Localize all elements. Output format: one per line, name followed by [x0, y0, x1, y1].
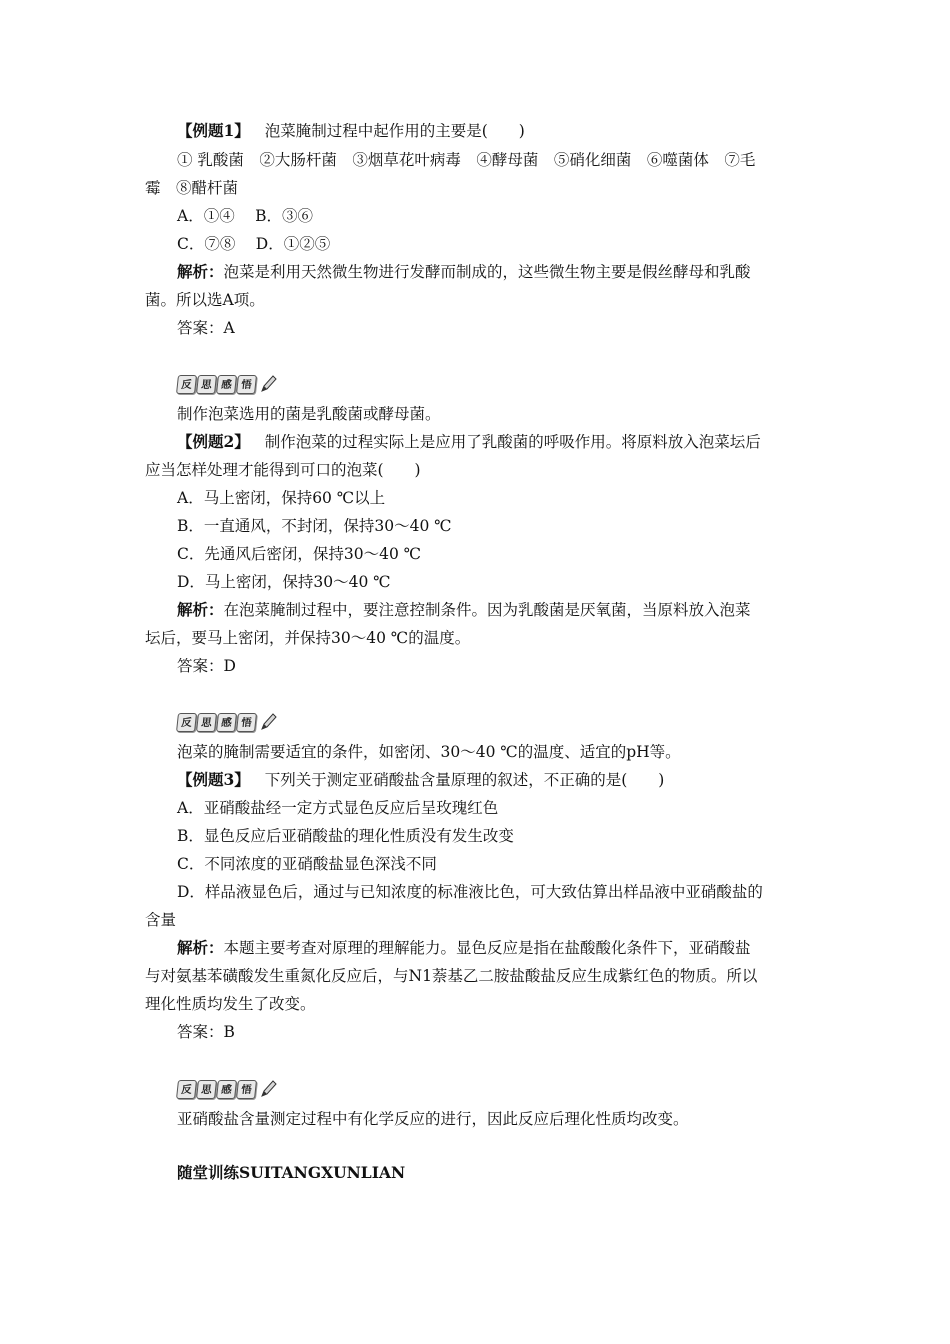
badge-char: 反 [176, 1080, 197, 1099]
example3-option-c: C．不同浓度的亚硝酸盐显色深浅不同 [177, 855, 437, 873]
example2-option-c: C．先通风后密闭，保持30～40 ℃ [177, 545, 422, 563]
example2-analysis-text: 在泡菜腌制过程中，要注意控制条件。因为乳酸菌是厌氧菌，当原料放入泡菜 [223, 601, 751, 619]
example3-analysis-line3: 理化性质均发生了改变。 [145, 995, 316, 1013]
pencil-icon [259, 374, 277, 394]
example1-analysis-label: 解析： [177, 262, 224, 281]
example2-question-line1 [177, 432, 761, 452]
reflection-badge [177, 1078, 277, 1100]
example2-answer: 答案：D [177, 657, 236, 675]
badge-char: 感 [216, 375, 237, 394]
badge-char: 反 [176, 713, 197, 732]
badge-char: 感 [216, 1080, 237, 1099]
example2-analysis-line1 [177, 600, 751, 620]
example2-question-line2: 应当怎样处理才能得到可口的泡菜( ) [145, 461, 421, 479]
badge-char: 思 [196, 1080, 217, 1099]
example3-label: 【例题3】 [177, 770, 250, 789]
reflection-text: 亚硝酸盐含量测定过程中有化学反应的进行，因此反应后理化性质均改变。 [177, 1110, 689, 1128]
example2-option-a: A．马上密闭，保持60 ℃以上 [177, 489, 386, 507]
example3-analysis-line1 [177, 938, 751, 958]
reflection-badge [177, 711, 277, 733]
example3-option-a: A．亚硝酸盐经一定方式显色反应后呈玫瑰红色 [177, 799, 499, 817]
example3-option-d-line1: D．样品液显色后，通过与已知浓度的标准液比色，可大致估算出样品液中亚硝酸盐的 [177, 883, 763, 901]
example2-analysis-label: 解析： [177, 600, 224, 619]
example2-label: 【例题2】 [177, 432, 250, 451]
example3-analysis-text: 本题主要考查对原理的理解能力。显色反应是指在盐酸酸化条件下，亚硝酸盐 [223, 939, 751, 957]
example1-answer: 答案：A [177, 319, 235, 337]
example1-label: 【例题1】 [177, 121, 250, 140]
example1-analysis-text: 泡菜是利用天然微生物进行发酵而制成的，这些微生物主要是假丝酵母和乳酸 [223, 263, 751, 281]
example3-analysis-label: 解析： [177, 938, 224, 957]
example1-analysis-line1 [177, 262, 751, 282]
reflection-text: 制作泡菜选用的菌是乳酸菌或酵母菌。 [177, 405, 441, 423]
badge-char: 悟 [236, 713, 257, 732]
example3-option-d-line2: 含量 [145, 911, 177, 929]
example2-option-d: D．马上密闭，保持30～40 ℃ [177, 573, 391, 591]
example3-answer: 答案：B [177, 1023, 235, 1041]
reflection-text: 泡菜的腌制需要适宜的条件，如密闭、30～40 ℃的温度、适宜的pH等。 [177, 743, 681, 761]
example3-question: 下列关于测定亚硝酸盐含量原理的叙述，不正确的是( ) [264, 771, 665, 789]
badge-char: 思 [196, 375, 217, 394]
reflection-badge [177, 373, 277, 395]
section-heading: 随堂训练SUITANGXUNLIAN [177, 1163, 406, 1182]
example1-question-line [177, 121, 525, 141]
pencil-icon [259, 1079, 277, 1099]
example1-options-line1: ① 乳酸菌 ②大肠杆菌 ③烟草花叶病毒 ④酵母菌 ⑤硝化细菌 ⑥噬菌体 ⑦毛 [177, 151, 756, 169]
example3-question-line [177, 770, 664, 790]
example2-option-b: B．一直通风，不封闭，保持30～40 ℃ [177, 517, 452, 535]
example1-analysis-line2: 菌。所以选A项。 [145, 291, 265, 309]
badge-char: 悟 [236, 375, 257, 394]
badge-char: 感 [216, 713, 237, 732]
example1-question: 泡菜腌制过程中起作用的主要是( ) [264, 122, 525, 140]
example1-choice-cd: C．⑦⑧ D．①②⑤ [177, 235, 331, 253]
example2-question: 制作泡菜的过程实际上是应用了乳酸菌的呼吸作用。将原料放入泡菜坛后 [264, 433, 761, 451]
example1-choice-ab: A．①④ B．③⑥ [177, 207, 314, 225]
example1-options-line2: 霉 ⑧醋杆菌 [145, 179, 239, 197]
pencil-icon [259, 712, 277, 732]
example3-option-b: B．显色反应后亚硝酸盐的理化性质没有发生改变 [177, 827, 514, 845]
badge-char: 反 [176, 375, 197, 394]
badge-char: 思 [196, 713, 217, 732]
example2-analysis-line2: 坛后，要马上密闭，并保持30～40 ℃的温度。 [145, 629, 471, 647]
example3-analysis-line2: 与对氨基苯磺酸发生重氮化反应后，与N1萘基乙二胺盐酸盐反应生成紫红色的物质。所以 [145, 967, 758, 985]
badge-char: 悟 [236, 1080, 257, 1099]
